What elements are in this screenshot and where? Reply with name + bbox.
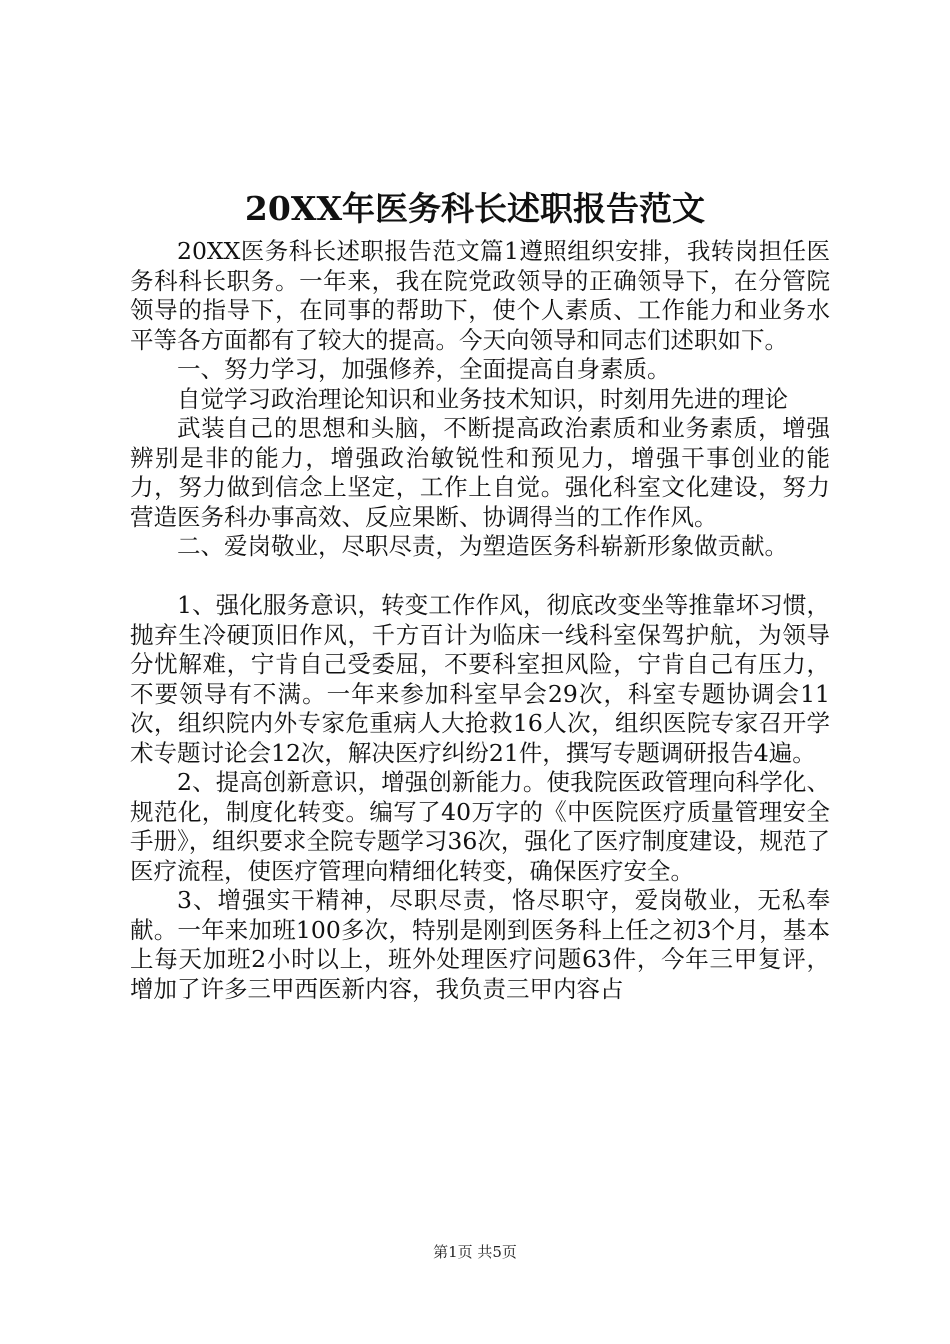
paragraph-item-1: 1、强化服务意识，转变工作作风，彻底改变坐等推靠坏习惯，抛弃生冷硬顶旧作风，千方百计为临床一线科室保驾护航，为领导分忧解难，宁肯自己受委屈，不要科室担风险，宁肯自己有压力，不要领导有不满。一年来参加科室早会29次，科室专题协调会11次，组织院内外专家危重病人大抢救16人次，组织医院专家召开学术专题讨论会12次，解决医疗纠纷21件，撰写专题调研报告4遍。 <box>130 591 830 767</box>
paragraph-study: 自觉学习政治理论知识和业务技术知识，时刻用先进的理论 <box>177 384 788 413</box>
page-footer: 第1页 共5页 <box>433 1243 517 1261</box>
paragraph-intro: 20XX医务科长述职报告范文篇1遵照组织安排，我转岗担任医务科科长职务。一年来，我在院党政领导的正确领导下，在分管院领导的指导下，在同事的帮助下，使个人素质、工作能力和业务水平等各方面都有了较大的提高。今天向领导和同志们述职如下。 <box>130 237 830 354</box>
section-heading-2: 二、爱岗敬业，尽职尽责，为塑造医务科崭新形象做贡献。 <box>177 532 788 560</box>
document-title: 20XX年医务科长述职报告范文 <box>244 189 706 228</box>
paragraph-arm-mind: 武装自己的思想和头脑，不断提高政治素质和业务素质，增强辨别是非的能力，增强政治敏锐性和预见力，增强干事创业的能力，努力做到信念上坚定，工作上自觉。强化科室文化建设，努力营造医务科办事高效、反应果断、协调得当的工作作风。 <box>130 414 830 531</box>
document-body <box>130 237 830 1004</box>
paragraph-item-3: 3、增强实干精神，尽职尽责，恪尽职守，爱岗敬业，无私奉献。一年来加班100多次，特别是刚到医务科上任之初3个月，基本上每天加班2小时以上，班外处理医疗问题63件，今年三甲复评，增加了许多三甲西医新内容，我负责三甲内容占 <box>130 886 830 1003</box>
paragraph-item-2: 2、提高创新意识，增强创新能力。使我院医政管理向科学化、规范化，制度化转变。编写了40万字的《中医院医疗质量管理安全手册》，组织要求全院专题学习36次，强化了医疗制度建设，规范了医疗流程，使医疗管理向精细化转变，确保医疗安全。 <box>130 768 830 885</box>
section-heading-1: 一、努力学习，加强修养，全面提高自身素质。 <box>177 355 671 383</box>
